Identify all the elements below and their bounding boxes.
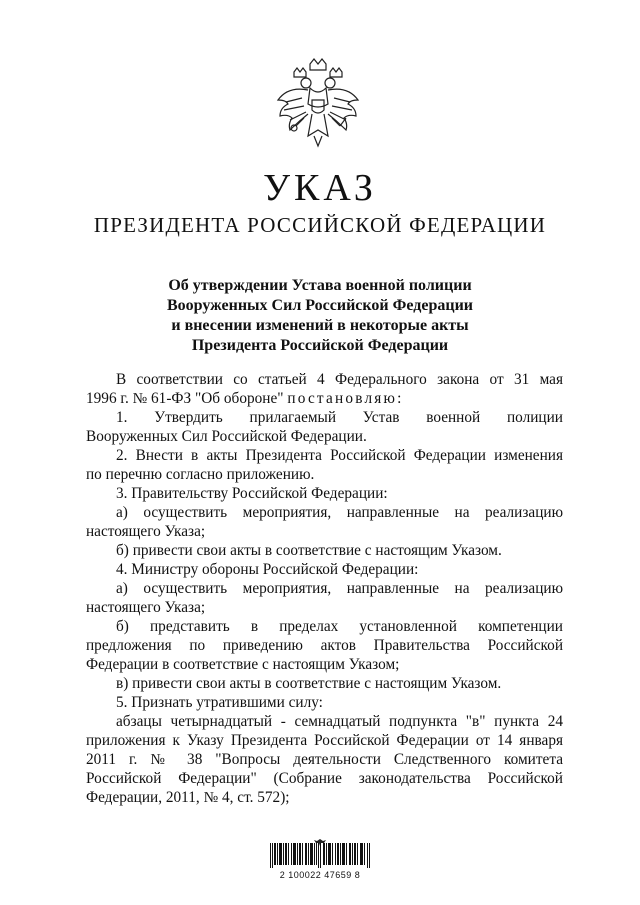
intro-line bbox=[86, 389, 563, 408]
paragraph-4c: в) привести свои акты в соответствие с настоящим Указом. bbox=[116, 675, 502, 692]
eagle-mark-icon bbox=[314, 833, 326, 841]
paragraph-3a: а) осуществить мероприятия, направленные на реализацию bbox=[116, 504, 563, 521]
paragraph-4a-cont: настоящего Указа; bbox=[86, 599, 206, 616]
heading-line: и внесении изменений в некоторые акты bbox=[171, 317, 469, 334]
paragraph-4b-cont: предложения по приведению актов Правительства Российской bbox=[86, 637, 563, 654]
heading-line: Об утверждении Устава военной полиции bbox=[168, 277, 472, 294]
paragraph-4b-cont: Федерации в соответствие с настоящим Указом; bbox=[86, 656, 400, 673]
paragraph-1: 1. Утвердить прилагаемый Устав военной полиции bbox=[116, 409, 563, 426]
intro-line: В соответствии со статьей 4 Федерального закона от 31 мая bbox=[116, 371, 563, 388]
paragraph-3a-cont: настоящего Указа; bbox=[86, 523, 206, 540]
paragraph-4a: а) осуществить мероприятия, направленные на реализацию bbox=[116, 580, 563, 597]
decree-heading bbox=[0, 276, 640, 356]
paragraph-5a: абзацы четырнадцатый - семнадцатый подпункта "в" пункта 24 bbox=[116, 713, 563, 730]
document-title: УКАЗ bbox=[263, 167, 377, 209]
decree-body bbox=[86, 370, 563, 807]
paragraph-3: 3. Правительству Российской Федерации: bbox=[116, 485, 388, 502]
paragraph-2: 2. Внести в акты Президента Российской Федерации изменения bbox=[116, 447, 563, 464]
heading-line: Президента Российской Федерации bbox=[191, 337, 449, 354]
barcode-block bbox=[268, 833, 372, 883]
paragraph-2-cont: по перечню согласно приложению. bbox=[86, 466, 315, 483]
coat-of-arms-icon bbox=[274, 56, 362, 152]
barcode-number: 2 100022 47659 8 bbox=[279, 870, 361, 880]
resolution-word: постановляю: bbox=[287, 390, 404, 407]
law-reference: 1996 г. № 61-ФЗ "Об обороне" bbox=[86, 390, 284, 407]
paragraph-5: 5. Признать утратившими силу: bbox=[116, 694, 323, 711]
barcode bbox=[270, 843, 370, 868]
paragraph-5a-cont: приложения к Указу Президента Российской Федерации от 14 января bbox=[86, 732, 563, 749]
paragraph-1-cont: Вооруженных Сил Российской Федерации. bbox=[86, 428, 367, 445]
paragraph-5a-cont: Российской Федерации" (Собрание законодательства Российской bbox=[86, 770, 563, 787]
paragraph-5a-cont: 2011 г. № 38 "Вопросы деятельности Следственного комитета bbox=[86, 751, 563, 768]
heading-line: Вооруженных Сил Российской Федерации bbox=[166, 297, 474, 314]
paragraph-3b: б) привести свои акты в соответствие с настоящим Указом. bbox=[116, 542, 502, 559]
paragraph-4b: б) представить в пределах установленной компетенции bbox=[116, 618, 563, 635]
paragraph-4: 4. Министру обороны Российской Федерации: bbox=[116, 561, 419, 578]
paragraph-5a-cont: Федерации, 2011, № 4, ст. 572); bbox=[86, 789, 290, 806]
document-subtitle: ПРЕЗИДЕНТА РОССИЙСКОЙ ФЕДЕРАЦИИ bbox=[93, 213, 547, 237]
